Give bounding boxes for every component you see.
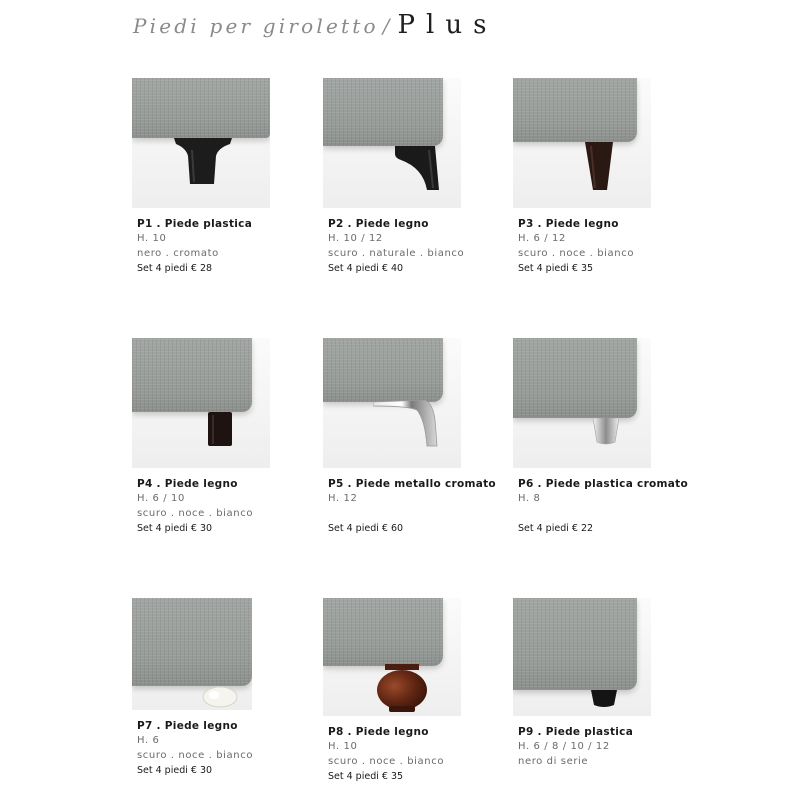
product-finish: scuro . noce . bianco bbox=[328, 756, 445, 767]
product-height: H. 8 bbox=[518, 493, 541, 504]
product-card-p2[interactable] bbox=[323, 78, 473, 277]
product-height: H. 12 bbox=[328, 493, 358, 504]
black-plastic-short-foot-icon bbox=[591, 690, 617, 708]
product-info bbox=[132, 478, 282, 537]
product-photo bbox=[132, 78, 270, 208]
product-finish: scuro . naturale . bianco bbox=[328, 248, 465, 259]
page-title: Plus bbox=[397, 10, 498, 40]
product-title: P5 . Piede metallo cromato bbox=[328, 478, 496, 490]
product-height: H. 6 / 8 / 10 / 12 bbox=[518, 741, 610, 752]
product-photo bbox=[132, 598, 252, 710]
product-title: P2 . Piede legno bbox=[328, 218, 429, 230]
fabric-base bbox=[513, 78, 637, 142]
product-title: P3 . Piede legno bbox=[518, 218, 619, 230]
product-title: P7 . Piede legno bbox=[137, 720, 238, 732]
product-price: Set 4 piedi € 40 bbox=[328, 263, 404, 274]
product-price: Set 4 piedi € 60 bbox=[328, 523, 404, 534]
product-height: H. 10 bbox=[137, 233, 167, 244]
product-finish: scuro . noce . bianco bbox=[518, 248, 635, 259]
fabric-base bbox=[323, 598, 443, 666]
black-plastic-tapered-foot-icon bbox=[174, 138, 232, 186]
product-finish: nero di serie bbox=[518, 756, 589, 767]
header-separator: / bbox=[382, 14, 390, 38]
product-card-p4[interactable] bbox=[132, 338, 282, 537]
product-height: H. 6 / 10 bbox=[137, 493, 185, 504]
product-price: Set 4 piedi € 28 bbox=[137, 263, 213, 274]
product-finish bbox=[328, 508, 473, 523]
chrome-plastic-foot-icon bbox=[593, 418, 619, 446]
product-info bbox=[132, 720, 282, 779]
fabric-base bbox=[513, 598, 637, 690]
fabric-base bbox=[132, 338, 252, 412]
product-info bbox=[513, 218, 663, 277]
dark-wood-cylinder-foot-icon bbox=[208, 412, 232, 448]
product-info bbox=[323, 478, 496, 537]
product-title: P9 . Piede plastica bbox=[518, 726, 634, 738]
product-height: H. 6 / 12 bbox=[518, 233, 566, 244]
product-info bbox=[323, 726, 473, 785]
white-wood-bun-foot-icon bbox=[202, 686, 238, 708]
dark-wood-conical-foot-icon bbox=[585, 142, 613, 192]
product-title: P8 . Piede legno bbox=[328, 726, 429, 738]
product-card-p8[interactable] bbox=[323, 598, 473, 785]
product-finish bbox=[518, 508, 663, 523]
product-finish: nero . cromato bbox=[137, 248, 219, 259]
product-height: H. 10 / 12 bbox=[328, 233, 383, 244]
product-price bbox=[518, 771, 663, 785]
product-title: P1 . Piede plastica bbox=[137, 218, 253, 230]
product-card-p1[interactable] bbox=[132, 78, 282, 277]
product-photo bbox=[132, 338, 270, 468]
product-height: H. 10 bbox=[328, 741, 358, 752]
product-photo bbox=[323, 338, 461, 468]
product-title: P6 . Piede plastica cromato bbox=[518, 478, 689, 490]
product-info bbox=[513, 726, 663, 785]
product-info bbox=[323, 218, 473, 277]
dark-wood-angled-foot-icon bbox=[395, 146, 443, 192]
page-subtitle: Piedi per giroletto bbox=[133, 14, 379, 38]
product-price: Set 4 piedi € 35 bbox=[328, 771, 404, 782]
product-height: H. 6 bbox=[137, 735, 160, 746]
product-title: P4 . Piede legno bbox=[137, 478, 238, 490]
product-price: Set 4 piedi € 35 bbox=[518, 263, 594, 274]
product-info bbox=[513, 478, 689, 537]
product-photo bbox=[513, 338, 651, 468]
product-card-p6[interactable] bbox=[513, 338, 689, 537]
product-card-p7[interactable] bbox=[132, 598, 282, 779]
page-header bbox=[133, 10, 497, 40]
product-finish: scuro . noce . bianco bbox=[137, 508, 254, 519]
product-card-p9[interactable] bbox=[513, 598, 663, 785]
walnut-wood-bun-foot-icon bbox=[375, 664, 429, 714]
product-photo bbox=[323, 78, 461, 208]
product-info bbox=[132, 218, 282, 277]
product-price: Set 4 piedi € 30 bbox=[137, 523, 213, 534]
product-photo bbox=[513, 78, 651, 208]
fabric-base bbox=[513, 338, 637, 418]
chrome-curved-foot-icon bbox=[373, 400, 441, 448]
fabric-base bbox=[323, 338, 443, 402]
product-price: Set 4 piedi € 22 bbox=[518, 523, 594, 534]
product-photo bbox=[323, 598, 461, 716]
fabric-base bbox=[323, 78, 443, 146]
product-photo bbox=[513, 598, 651, 716]
product-card-p5[interactable] bbox=[323, 338, 496, 537]
fabric-base bbox=[132, 598, 252, 686]
product-finish: scuro . noce . bianco bbox=[137, 750, 254, 761]
fabric-base bbox=[132, 78, 270, 138]
product-price: Set 4 piedi € 30 bbox=[137, 765, 213, 776]
product-card-p3[interactable] bbox=[513, 78, 663, 277]
